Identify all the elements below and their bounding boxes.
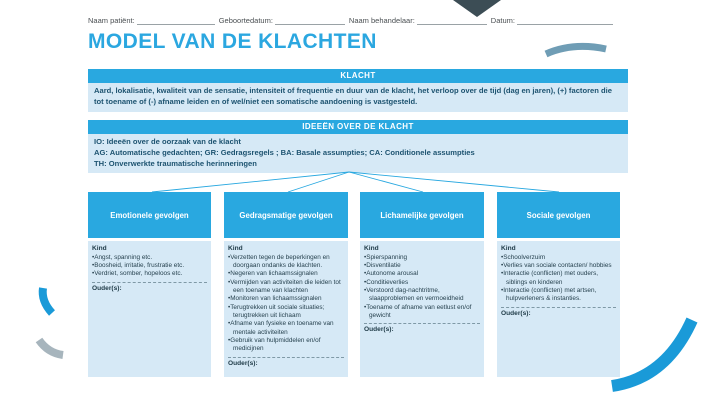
bullet-item: •Verlies van sociale contacten/ hobbies (501, 261, 612, 269)
bullet-item: •Monitoren van lichaamssignalen (228, 295, 322, 303)
column-panel-lichamelijk (360, 241, 484, 377)
section-klacht (88, 69, 628, 112)
kind-label: Kind (501, 245, 516, 252)
bullet-item: •Negeren van lichaamssignalen (228, 270, 318, 278)
ouders-label: Ouder(s): (228, 359, 258, 367)
bullet-list (501, 254, 616, 304)
column-header-sociaal: Sociale gevolgen (497, 192, 620, 238)
bullet-item: •Toename of afname van eetlust en/of gewicht (364, 303, 472, 319)
bullet-item: •Afname van fysieke en toename van mentale activiteiten (228, 320, 334, 336)
ideeen-line-io: IO: Ideeën over de oorzaak van de klacht (94, 137, 241, 146)
ouders-label: Ouder(s): (364, 326, 394, 334)
panel-divider (501, 307, 616, 308)
bookmark-triangle-icon (453, 0, 501, 17)
patient-name-fill-line[interactable] (137, 17, 215, 25)
bullet-item: •Terugtrekken uit sociale situaties; terugtrekken uit lichaam (228, 303, 325, 319)
kind-label: Kind (92, 245, 107, 252)
ouders-label: Ouder(s): (501, 309, 531, 317)
klacht-section-body: Aard, lokalisatie, kwaliteit van de sensatie, intensiteit of frequentie en duur van de klacht, het verloop over de tijd (dag en jaren), (+) factoren die tot toename of (-) afname leiden en of wel/niet een somatische aandoening is vastgesteld. (88, 83, 628, 112)
form-field-date (491, 16, 613, 25)
column-panel-sociaal (497, 241, 620, 377)
kind-label: Kind (228, 245, 243, 252)
ideeen-line-ag: AG: Automatische gedachten; GR: Gedragsregels ; BA: Basale assumpties; CA: Conditionele assumpties (94, 147, 475, 157)
bullet-item: •Gebruik van hulpmiddelen en/of medicijnen (228, 336, 321, 353)
practitioner-name-label: Naam behandelaar: (348, 16, 415, 25)
birthdate-fill-line[interactable] (275, 17, 345, 25)
bullet-item: •Disventilatie (364, 261, 401, 269)
ideeen-section-header: IDEEËN OVER DE KLACHT (88, 120, 628, 134)
bottom-right-arc-icon (612, 320, 692, 386)
bullet-item: •Verstoord dag-nachtritme, slaapproblemen en vermoeidheid (364, 286, 464, 303)
bullet-list (228, 254, 344, 354)
bullet-item: •Conditieverlies (364, 278, 409, 286)
column-panel-emotioneel (88, 241, 211, 377)
left-blue-stroke-icon (43, 288, 52, 313)
left-gray-stroke-icon (39, 340, 63, 355)
bullet-item: •Interactie (conflicten) met artsen, hulpverleners & instanties. (501, 286, 597, 303)
bullet-item: •Verdriet, somber, hopeloos etc. (92, 270, 183, 278)
date-fill-line[interactable] (517, 17, 613, 25)
column-panel-gedragsmatig (224, 241, 348, 377)
column-header-gedragsmatig: Gedragsmatige gevolgen (224, 192, 348, 238)
bullet-item: •Boosheid, irritatie, frustratie etc. (92, 261, 185, 269)
ouders-label: Ouder(s): (92, 284, 122, 292)
bullet-item: •Schoolverzuim (501, 253, 546, 261)
bullet-item: •Interactie (conflicten) met ouders, siblings en kinderen (501, 270, 599, 286)
form-field-patient-name (88, 16, 215, 25)
bullet-list (92, 254, 207, 279)
bullet-item: •Spierspanning (364, 253, 408, 261)
panel-divider (92, 282, 207, 283)
patient-form-row (88, 16, 628, 25)
connector-lines (88, 171, 628, 193)
column-header-emotioneel: Emotionele gevolgen (88, 192, 211, 238)
form-field-birthdate (219, 16, 345, 25)
klacht-section-header: KLACHT (88, 69, 628, 83)
title-swoosh-icon (540, 38, 612, 60)
date-label: Datum: (490, 16, 515, 25)
panel-divider (364, 323, 480, 324)
page-title: MODEL VAN DE KLACHTEN (88, 30, 377, 53)
column-header-lichamelijk: Lichamelijke gevolgen (360, 192, 484, 238)
bullet-item: •Angst, spanning etc. (92, 253, 153, 261)
section-ideeen (88, 120, 628, 173)
patient-name-label: Naam patiënt: (88, 16, 135, 25)
bullet-item: •Autonome arousal (364, 270, 419, 278)
practitioner-name-fill-line[interactable] (417, 17, 487, 25)
ideeen-section-body (88, 134, 628, 173)
ideeen-line-th: TH: Onverwerkte traumatische herinneringen (94, 158, 257, 168)
bullet-item: •Verzetten tegen de beperkingen en doorgaan ondanks de klachten. (228, 253, 330, 269)
bullet-item: •Vermijden van activiteiten die leiden tot een toename van klachten (228, 278, 341, 294)
birthdate-label: Geboortedatum: (218, 16, 273, 25)
bullet-list (364, 254, 480, 321)
kind-label: Kind (364, 245, 379, 252)
panel-divider (228, 357, 344, 358)
form-field-practitioner-name (349, 16, 487, 25)
